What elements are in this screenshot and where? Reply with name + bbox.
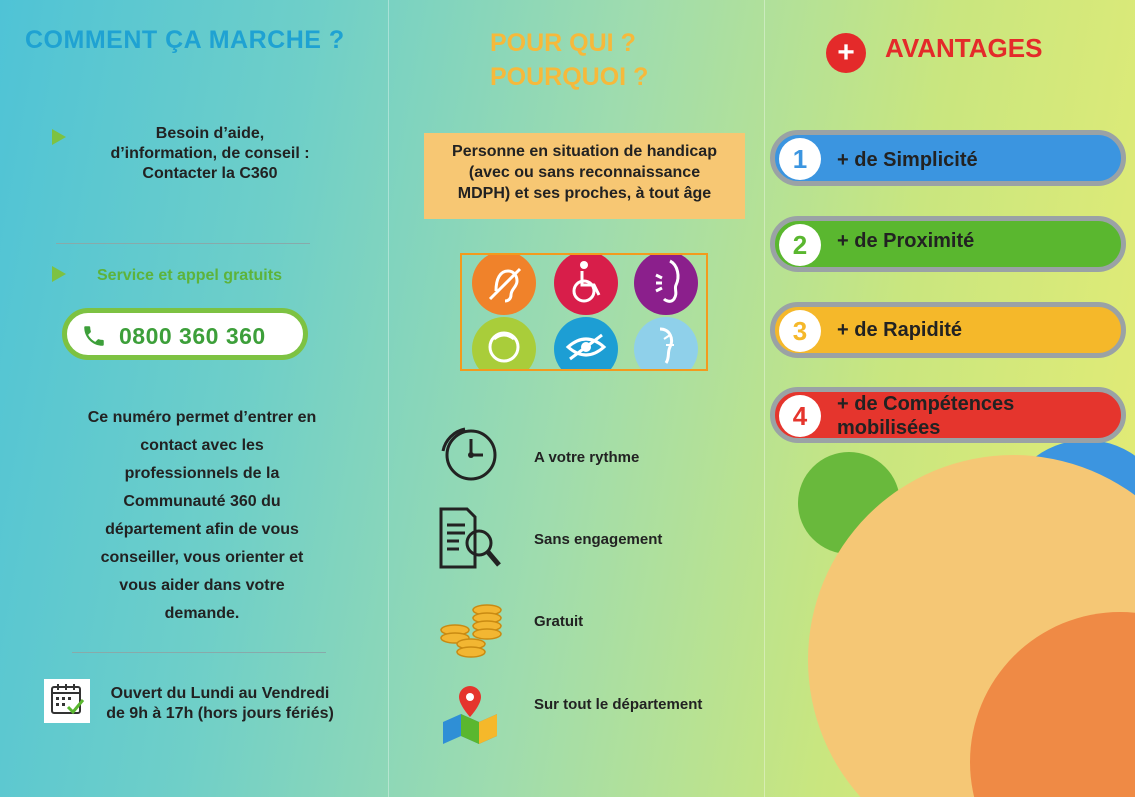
advantage-label: + de Rapidité [837,319,963,341]
phone-icon [81,323,107,349]
hours-line: de 9h à 17h (hors jours fériés) [106,705,334,722]
advantage-number: 3 [779,310,821,352]
phone-number-pill[interactable] [62,308,308,360]
feature-label: Gratuit [534,613,584,630]
description-line: conseiller, vous orienter et [100,549,304,566]
description-line: professionnels de la [124,465,280,482]
coins-icon [437,598,503,664]
divider [72,652,326,653]
advantage-number: 4 [779,395,821,437]
feature-label: Sur tout le département [534,696,703,713]
description-line: demande. [164,605,240,622]
document-search-icon [437,505,503,571]
help-line: d’information, de conseil : [110,145,310,162]
clock-icon [437,421,503,487]
speech-icon [634,253,698,315]
opening-hours [96,684,344,724]
advantage-pill-skills [770,387,1126,443]
advantage-label: + de Simplicité [837,149,978,171]
wheelchair-icon [554,253,618,315]
description-text [62,404,342,628]
advantage-label: + de Proximité [837,230,975,252]
advantage-label [837,392,1014,440]
handicap-icons-frame [460,253,708,371]
description-line: département afin de vous [105,521,299,538]
advantage-label-line: mobilisées [837,417,941,439]
fold-line-2 [764,0,765,797]
target-line: Personne en situation de handicap [452,143,717,160]
phone-number: 0800 360 360 [119,323,266,349]
for-who-title [490,26,648,94]
help-text [90,124,330,184]
fold-line-1 [388,0,389,797]
visual-icon [554,317,618,371]
how-it-works-title: COMMENT ÇA MARCHE ? [25,26,345,54]
plus-icon: + [826,33,866,73]
advantage-pill-speed [770,302,1126,358]
free-service-text: Service et appel gratuits [97,267,282,284]
description-line: contact avec les [140,437,264,454]
feature-label: A votre rythme [534,449,640,466]
advantages-title: AVANTAGES [885,33,1043,63]
cognitive-icon [472,317,536,371]
divider [56,243,310,244]
advantage-number: 2 [779,224,821,266]
description-line: Ce numéro permet d’entrer en [87,409,317,426]
target-line: MDPH) et ses proches, à tout âge [457,185,712,202]
advantage-number: 1 [779,138,821,180]
target-audience-box [424,133,745,219]
advantage-pill-proximity [770,216,1126,272]
description-line: Communauté 360 du [123,493,281,510]
advantage-label-line: + de Compétences [837,393,1015,415]
hearing-icon [472,253,536,315]
title-line: POUR QUI ? [490,29,636,57]
autism-icon [634,317,698,371]
help-line: Contacter la C360 [142,165,278,182]
arrow-icon [52,266,66,282]
help-line: Besoin d’aide, [155,125,265,142]
calendar-icon [44,679,90,723]
hours-line: Ouvert du Lundi au Vendredi [110,685,330,702]
feature-label: Sans engagement [534,531,663,548]
description-line: vous aider dans votre [119,577,285,594]
arrow-icon [52,129,66,145]
title-line: POURQUOI ? [490,63,649,91]
map-pin-icon [437,680,503,746]
target-line: (avec ou sans reconnaissance [468,164,701,181]
advantage-pill-simplicity [770,130,1126,186]
